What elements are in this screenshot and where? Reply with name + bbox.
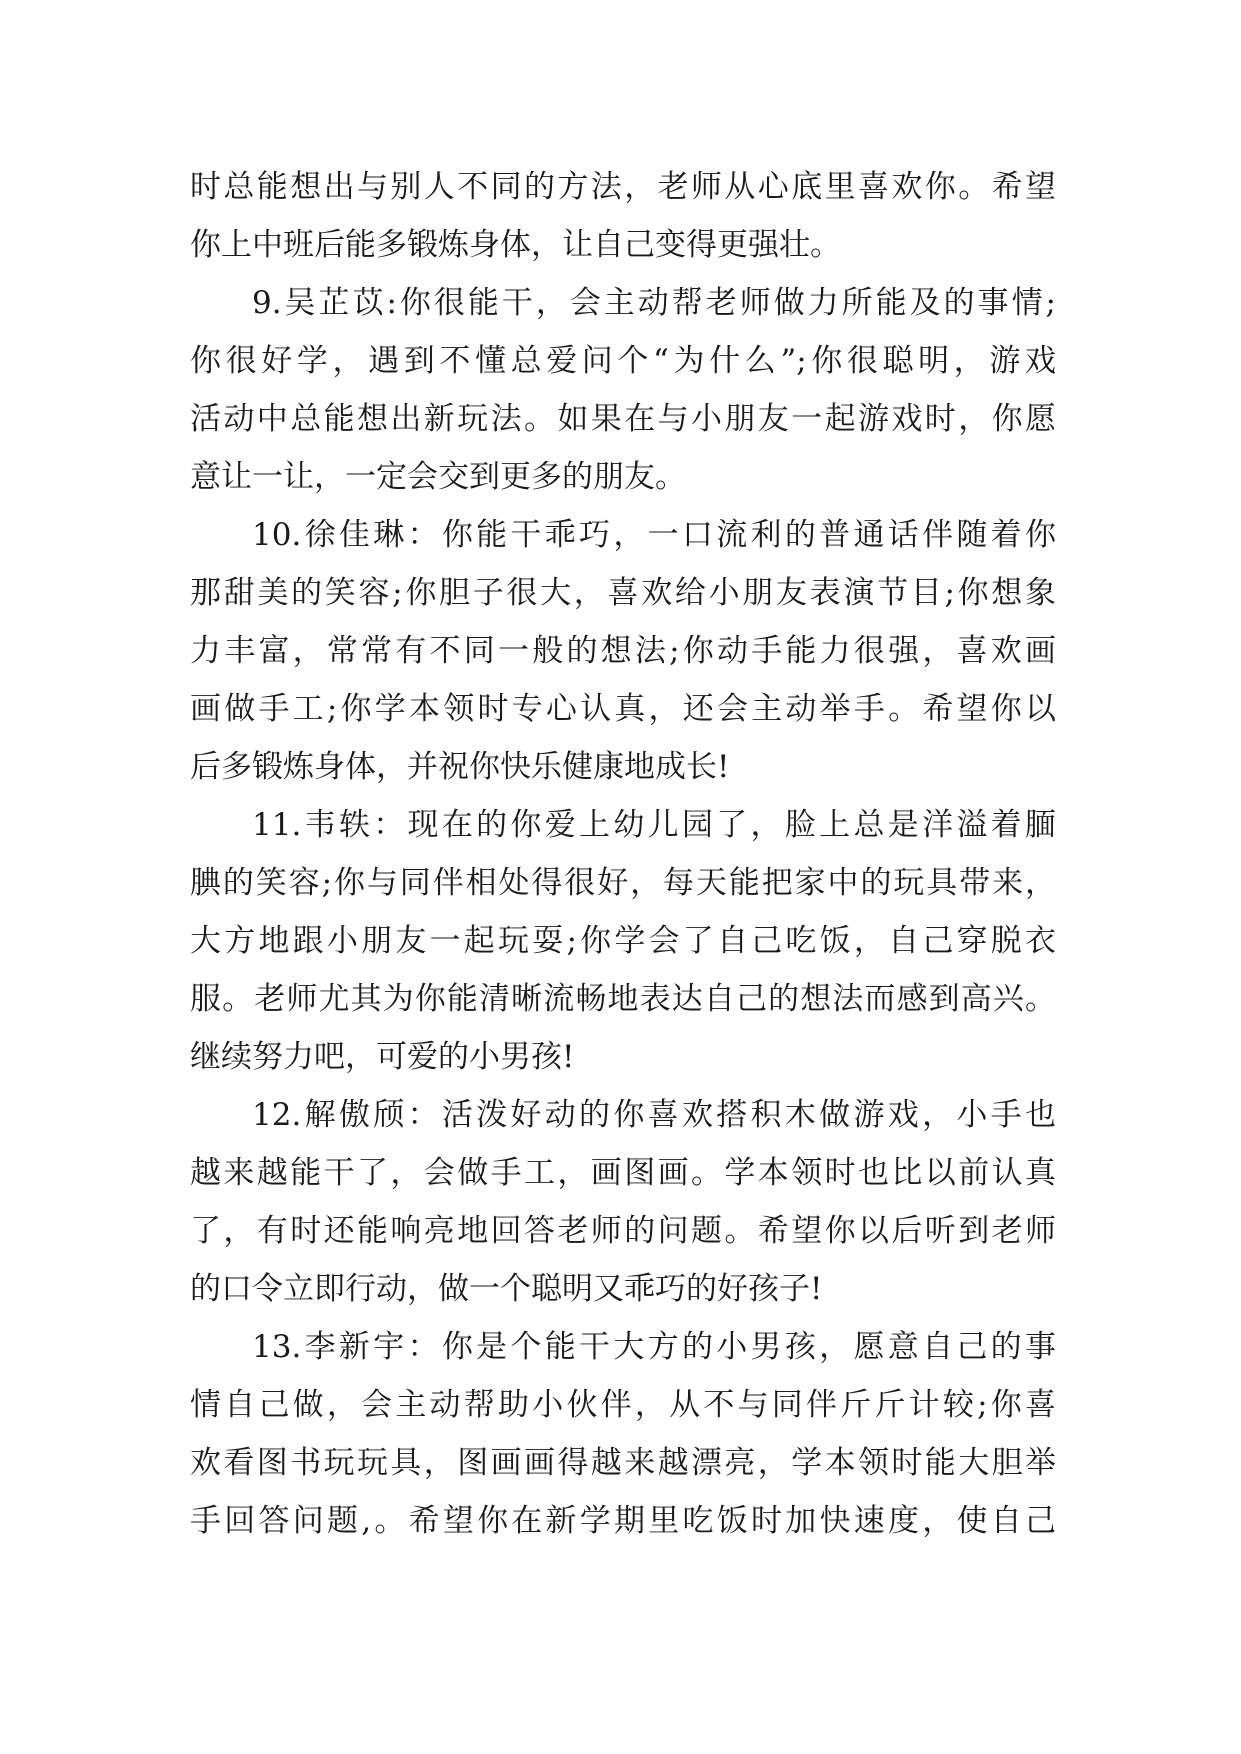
- text-line: 10.徐佳琳：你能干乖巧，一口流利的普通话伴随着你: [252, 517, 1056, 553]
- text-line: 13.李新宇：你是个能干大方的小男孩，愿意自己的事: [252, 1329, 1056, 1365]
- text-line: 越来越能干了，会做手工，画图画。学本领时也比以前认真: [190, 1155, 1056, 1191]
- document-body: [190, 158, 1056, 1550]
- text-line: 服。老师尤其为你能清晰流畅地表达自己的想法而感到高兴。: [190, 981, 1056, 1017]
- text-line: 11.韦轶：现在的你爱上幼儿园了，脸上总是洋溢着腼: [252, 807, 1056, 843]
- text-line: 后多锻炼身体，并祝你快乐健康地成长!: [190, 749, 730, 785]
- text-line: 腆的笑容;你与同伴相处得很好，每天能把家中的玩具带来，: [190, 865, 1056, 901]
- text-line: 你上中班后能多锻炼身体，让自己变得更强壮。: [190, 227, 841, 263]
- text-line: 画做手工;你学本领时专心认真，还会主动举手。希望你以: [190, 691, 1056, 727]
- text-line: 欢看图书玩玩具，图画画得越来越漂亮，学本领时能大胆举: [190, 1445, 1056, 1481]
- text-line: 大方地跟小朋友一起玩耍;你学会了自己吃饭，自己穿脱衣: [190, 923, 1056, 959]
- text-line: 了，有时还能响亮地回答老师的问题。希望你以后听到老师: [190, 1213, 1056, 1249]
- text-line: 手回答问题,。希望你在新学期里吃饭时加快速度，使自己: [190, 1503, 1056, 1539]
- text-line: 意让一让，一定会交到更多的朋友。: [190, 459, 686, 495]
- text-line: 力丰富，常常有不同一般的想法;你动手能力很强，喜欢画: [190, 633, 1056, 669]
- text-line: 那甜美的笑容;你胆子很大，喜欢给小朋友表演节目;你想象: [190, 575, 1056, 611]
- text-line: 时总能想出与别人不同的方法，老师从心底里喜欢你。希望: [190, 169, 1056, 205]
- text-line: 情自己做，会主动帮助小伙伴，从不与同伴斤斤计较;你喜: [190, 1387, 1056, 1423]
- text-line: 的口令立即行动，做一个聪明又乖巧的好孩子!: [190, 1271, 823, 1307]
- text-line: 你很好学，遇到不懂总爱问个“为什么”;你很聪明，游戏: [190, 343, 1056, 379]
- text-line: 9.吴芷苡:你很能干，会主动帮老师做力所能及的事情;: [252, 285, 1056, 321]
- text-line: 12.解傲颀：活泼好动的你喜欢搭积木做游戏，小手也: [252, 1097, 1056, 1133]
- text-line: 活动中总能想出新玩法。如果在与小朋友一起游戏时，你愿: [190, 401, 1056, 437]
- text-line: 继续努力吧，可爱的小男孩!: [190, 1039, 575, 1075]
